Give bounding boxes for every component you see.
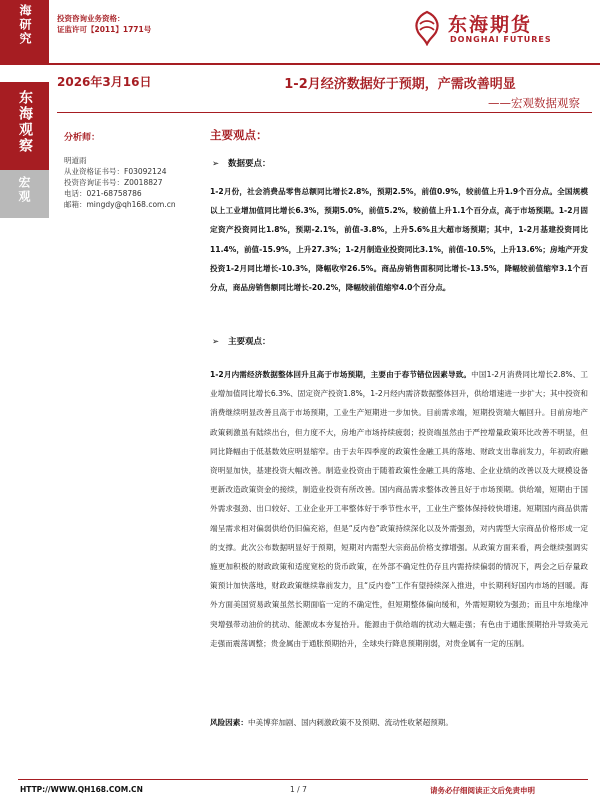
data-points-text: 1-2月份，社会消费品零售总额同比增长2.8%，预期2.5%，前值0.9%，较前值上升1.9个百分点。全国规模以上工业增加值同比增长6.3%，预期5.0%，前值5.2%，较前值上升1.1个百分点，高于市场预期。1-2月固定资产投资同比1.8%，预期-2.1%，前值-3.8%，上升5.6%且大超市场预期；其中，1-2月基建投资同比11.4%，前值-15.9%，上升27.3%；1-2月制造业投资同比3.1%，前值-10.5%，上升13.6%；房地产开发投资1-2月同比增长-10.3%，降幅收窄26.5%。商品房销售面积同比增长-13.5%，降幅较前值缩窄3.1个百分点，商品房销售额同比增长-20.2%，降幅较前值缩窄4.0个百分点。 [210,187,588,293]
sidebar-category-label: 宏观 [17,176,31,204]
viewpoints-heading: 主要观点： [210,128,268,142]
footer-page-number: 1 / 7 [290,785,307,794]
data-points-heading: 数据要点： [228,159,271,169]
logo-emblem-icon [410,10,444,46]
sidebar-category-block [0,170,49,218]
report-subtitle: ——宏观数据观察 [488,96,580,110]
analyst-info [64,155,176,210]
arrow-bullet-icon: ➢ [212,337,220,347]
report-title: 1-2月经济数据好于预期，产需改善明显 [284,77,516,92]
main-points-lead: 1-2月内需经济数据整体回升且高于市场预期，主要由于春节错位因素导致。 [210,370,472,379]
logo-chinese-name: 东海期货 [448,14,533,36]
license-line-1: 投资咨询业务资格： [57,14,125,23]
analyst-phone: 电话：021-68758786 [64,189,142,198]
analyst-email: 邮箱：mingdy@qh168.com.cn [64,200,176,209]
header-divider [0,63,600,65]
analyst-name: 明道雨 [64,156,87,165]
main-points-heading: 主要观点： [228,337,271,347]
report-date: 2026年3月16日 [57,75,152,89]
sidebar-top-block [0,0,49,63]
data-points-bullet [212,157,271,169]
main-points-body: 中国1-2月消费同比增长2.8%、工业增加值同比增长6.3%、固定资产投资1.8%，1-2月经内需济数据整体回升，供给增速进一步扩大；其中投资和消费继续明显改善且高于市场预期，工业生产短期进一步加快。目前需求端，短期投资端大幅回升。目前房地产政策刺激虽有陆续出台，但力度不大，房地产市场持续疲弱；投资端虽然由于严控增量政策环比改善不明显，但同比降幅由于低基数效应明显缩窄。由于去年四季度的政策性金融工具的落地、财政支出靠前发力，年初政府融资明显加快，基建投资大幅改善。制造业投资由于随着政策性金融工具的落地、企业业绩的改善以及大规模设备更新改造政策资金的接续，制造业投资有所改善。国内商品需求整体改善且好于市场预期。供给端，短期由于国外需求强劲、出口较好、工业企业开工率整体好于季节性水平，工业生产整体保持较快增速。短期国内商品供需端呈需求相对偏弱供给仍旧偏充裕，但是“反内卷”政策持续深化以及外需强劲，对内需型大宗商品价格形成一定的支撑。此次公布数据明显好于预期，短期对内需型大宗商品价格支撑增强。从政策方面来看，两会继续强调实施更加积极的财政政策和适度宽松的货币政策，在外部不确定性仍存且内需持续偏弱的情况下，两会之后存量政策预计加快落地，财政政策继续靠前发力，且“反内卷”工作有望持续深入推进，中长期利好国内市场的回暖。海外方面美国贸易政策虽然长期面临一定的不确定性，但短期整体偏向缓和，外需短期较为强劲；而且中东地缘冲突增强带动油价的扰动、能源成本夯复抬升。能源由于供给端的扰动大幅走强；有色由于通胀预期抬升导致美元走强而震荡调整；贵金属由于通胀预期抬升，全球央行降息预期削弱，对贵金属有一定的压制。 [210,370,588,648]
main-points-text [210,365,588,653]
analyst-heading: 分析师： [64,133,101,143]
analyst-consult-number: 投资咨询证书号：Z0018827 [64,178,163,187]
footer-divider [18,779,588,780]
arrow-bullet-icon: ➢ [212,159,220,169]
license-line-2: 证监许可【2011】1771号 [57,25,152,34]
main-points-bullet [212,335,271,347]
risk-text: 中美博弈加剧、国内刺激政策不及预期、流动性收紧超预期。 [247,718,453,727]
license-info [57,13,151,35]
sidebar-section-label: 东海观察 [17,90,33,154]
footer-website-link[interactable]: HTTP://WWW.QH168.COM.CN [20,785,143,794]
title-divider [57,112,592,113]
risk-factors [210,713,588,732]
footer-disclaimer: 请务必仔细阅读正文后免责申明 [430,786,535,795]
logo-english-name: DONGHAI FUTURES [450,35,552,44]
analyst-qualification: 从业资格证书号：F03092124 [64,167,167,176]
risk-label: 风险因素： [210,718,248,727]
sidebar-top-label: 海研究 [18,4,32,46]
company-logo [410,8,580,48]
